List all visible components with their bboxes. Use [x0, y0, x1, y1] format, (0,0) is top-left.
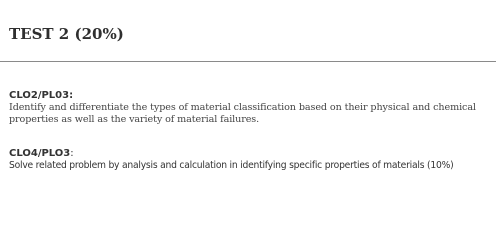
section-divider — [0, 61, 496, 62]
outcome-clo4 — [9, 148, 493, 172]
page-title: TEST 2 (20%) — [9, 25, 124, 43]
outcome-description: Solve related problem by analysis and calculation in identifying specific properties of materials (10%) — [9, 160, 454, 171]
outcome-description-line-1: Identify and differentiate the types of material classification based on their physical and chemical — [9, 102, 476, 113]
outcome-clo2 — [9, 90, 493, 126]
outcome-code: CLO4/PLO3: — [9, 148, 74, 159]
outcome-description — [9, 102, 493, 126]
outcome-code: CLO2/PL03: — [9, 90, 74, 101]
outcome-description-line-2: properties as well as the variety of material failures. — [9, 114, 260, 125]
